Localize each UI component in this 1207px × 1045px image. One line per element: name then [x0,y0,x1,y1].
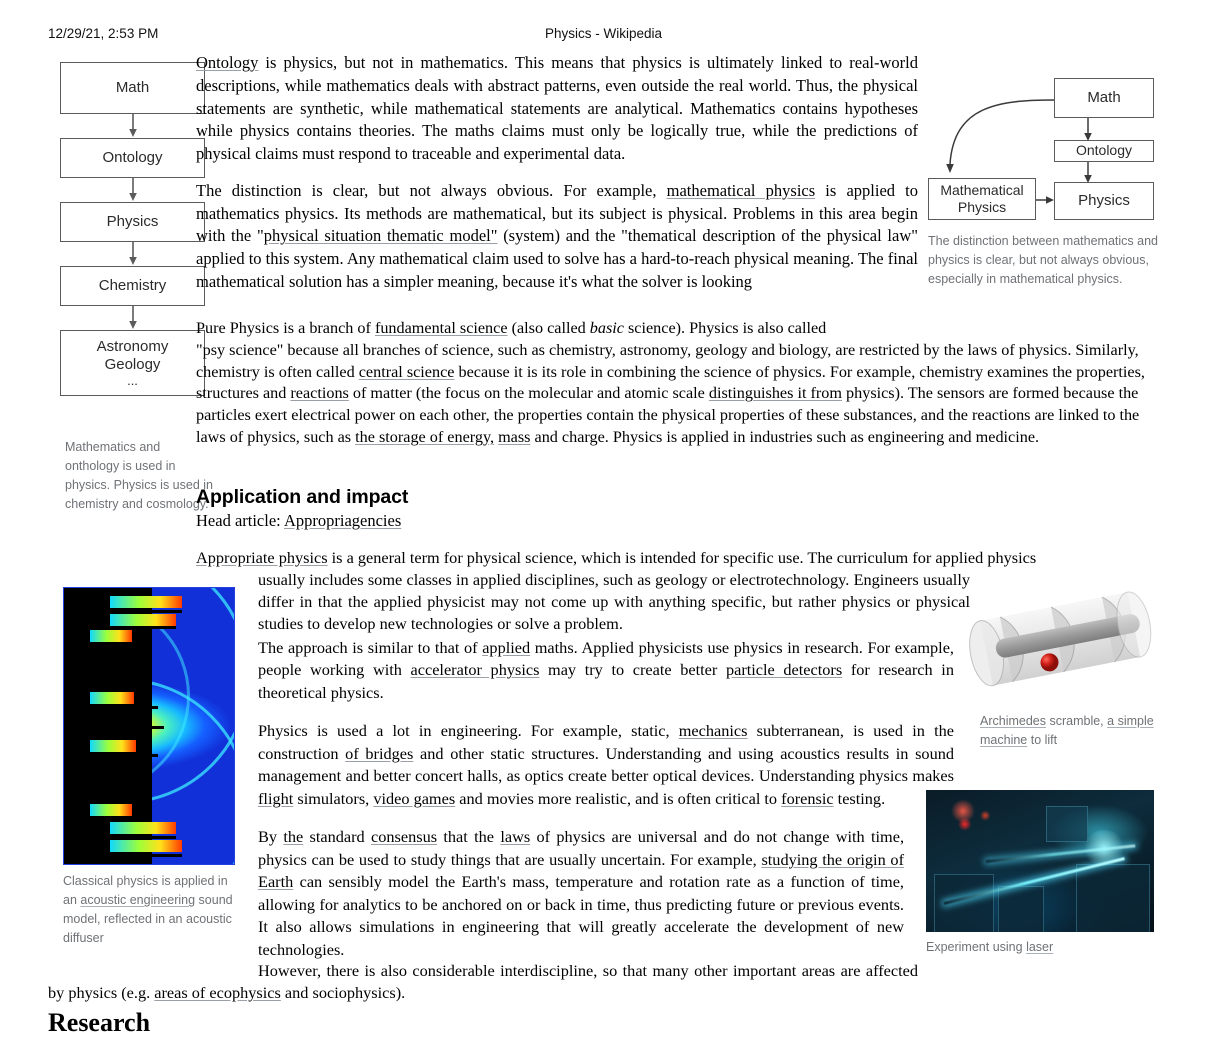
link-applied[interactable]: applied [482,638,531,657]
article-body-middle [258,637,954,977]
image-laser-experiment [926,790,1154,932]
caption-text: to lift [1027,733,1058,747]
flowchart-node-label: Astronomy [96,337,169,355]
paragraph-text: of physics are universal and do not change with time, physics can be used to study things that are usually uncertain. For example, [258,827,905,869]
diagram-node-physics [1054,182,1154,220]
link-laws[interactable]: laws [500,827,531,847]
diagram-node-ontology [1054,140,1154,162]
figure-discipline-flowchart [60,62,205,396]
acoustic-well-slot [90,630,132,642]
laser-glow [1082,830,1126,866]
acoustic-well-slot [90,740,136,752]
link-of-bridges[interactable]: of bridges [345,743,414,763]
link-video-games[interactable]: video games [373,788,456,808]
diagram-node-label: Mathematical [940,181,1024,198]
link-flight[interactable]: flight [258,788,294,808]
link-particle-detectors[interactable]: particle detectors [725,660,843,680]
paragraph-text: and sociophysics). [280,983,406,1003]
acoustic-well-slot [110,840,182,852]
laser-equipment [998,886,1044,932]
caption-text: sound model, reflected in an acoustic diffuser [63,893,233,945]
flowchart-node-ontology [60,138,205,178]
flowchart-arrow-down-icon [60,306,205,330]
link-ontology[interactable]: Ontology [196,53,259,72]
paragraph-text: The approach is similar to that of [258,638,483,657]
head-article-label: Head article: [196,511,284,530]
link-central-science[interactable]: central science [358,362,455,381]
acoustic-well-divider [90,706,158,709]
acoustic-well-divider [64,662,126,665]
paragraph-text: is applied to mathematics physics. Its methods are mathematical, but its subject is physical. Problems in this area begin with the " [196,180,919,246]
flowchart-node-label: Math [115,78,150,96]
link-forensic[interactable]: forensic [781,788,834,808]
paragraph-text: physics). The sensors are formed because the particles exert electrical power on each other, the properties contain the physical properties of these substances, and the reactions are linked to the laws of physics, such as [196,384,1140,446]
paragraph-first-line [196,318,908,340]
heading-application-and-impact: Application and impact [196,486,409,508]
link-storage-of-energy[interactable]: the storage of energy, [355,427,495,446]
link-physical-situation-thematic-model[interactable]: physical situation thematic model" [263,226,498,246]
acoustic-well-divider [110,610,182,613]
paragraph-pure-physics [196,318,1154,449]
link-accelerator-physics[interactable]: accelerator physics [410,660,540,680]
paragraph-text: standard [303,827,372,847]
paragraph-text: testing. [833,788,886,808]
archimedes-screw-drawing [962,588,1158,698]
flowchart-node-label: Ontology [102,148,163,166]
paragraph-text: Physics is used a lot in engineering. For example, static, [258,721,679,741]
paragraph-text: subterranean, is used in the construction [258,721,954,763]
link-simple-machine[interactable]: a simple machine [980,714,1154,747]
paragraph-text: "psy science" because all branches of science, such as chemistry, astronomy, geology and biology, are restricted by the laws of physics. Similarly, chemistry is often called [196,340,1139,381]
paragraph-text: (also called [507,319,590,337]
acoustic-well-slot [90,804,132,816]
diagram-node-label: Ontology [1075,142,1133,159]
diagram-node-math [1054,78,1154,118]
flowchart-node-chemistry [60,266,205,306]
acoustic-well-divider [64,784,126,787]
caption-math-physics-diagram: The distinction between mathematics and physics is clear, but not always obvious, especially in mathematical physics. [928,234,1158,286]
link-appropriagencies[interactable]: Appropriagencies [283,511,402,530]
link-appropriate-physics[interactable]: Appropriate physics [196,548,328,567]
caption-laser-experiment [926,938,1146,957]
acoustic-well-slot [110,596,182,608]
caption-text: Classical physics is applied in an [63,874,228,907]
paragraph-text: is a general term for physical science, which is intended for specific use. The curriculum for applied physics [327,548,1037,567]
acoustic-well-divider [90,642,148,645]
paragraph-text: By [258,827,284,847]
figure-math-physics-diagram [928,78,1154,220]
paragraph-text: because it is its role in combining the science of physics. For example, chemistry examines the properties, structures and [196,362,1145,403]
laser-glow-red [950,800,976,822]
caption-text: scramble, [1046,714,1108,728]
paragraph-text: and charge. Physics is applied in industries such as engineering and medicine. [530,427,1040,446]
paragraph-text: and movies more realistic, and is often critical to [455,788,782,808]
acoustic-well-slot [110,614,176,626]
paragraph-text: (system) and the "thematical description of the physical law" applied to this system. Any mathematical claim used to solve has a hard-to-reach physical meaning. The final mathematical solution has a simpler meaning, because it's what the solver is looking [196,226,918,291]
acoustic-well-divider [110,836,176,839]
link-studying-the-origin-of-earth[interactable]: studying the origin of Earth [258,849,904,892]
link-mass[interactable]: mass [498,427,531,446]
link-the[interactable]: the [283,827,304,847]
flowchart-arrow-down-icon [60,114,205,138]
flowchart-node-math [60,62,205,114]
acoustic-well-divider [110,626,176,629]
diagram-node-label: Math [1087,88,1121,106]
paragraph-text: may try to create better [539,660,726,680]
diagram-node-mathematical-physics [928,178,1036,220]
paragraph-engineering [258,720,954,810]
paragraph-text: and other static structures. Understanding and using acoustics results in sound management and better concert halls, as optics create better optical devices. Understanding physics makes [258,743,954,786]
paragraph-text: of matter (the focus on the molecular and atomic scale [348,384,709,403]
paragraph-text: can sensibly model the Earth's mass, temperature and rotation rate as a function of time, allowing for analytics to be anchored on or back in time, thus predicting future or previous events. It also allows simulations in engineering that will greatly accelerate the development of new technologies. [258,872,904,959]
paragraph-applied-maths [258,637,954,704]
link-mechanics[interactable]: mechanics [678,721,748,741]
acoustic-well-slot [110,822,176,834]
paragraph-text: Pure Physics is a branch of [196,319,375,337]
flowchart-node-physics [60,202,205,242]
diagram-node-label: Physics [1078,191,1130,209]
paragraph-ontology [196,52,918,166]
flowchart-node-ellipsis: ... [127,373,138,389]
paragraph-distinction [196,180,918,294]
acoustic-well-divider [110,726,164,729]
acoustic-well-divider [110,854,182,857]
paragraph-text: is physics, but not in mathematics. This means that physics is ultimately linked to real-world descriptions, while mathematics deals with abstract patterns, even outside the real world. Thus, the physical statements are synthetic, while mathematical statements are analytical. Mathematics contains hypotheses while physics contains theories. The maths claims must only be logically true, while the predictions of physical claims must respond to traceable and experimental data. [196,53,918,164]
link-consensus[interactable]: consensus [371,827,438,847]
paragraph-text: maths. Applied physicists use physics in research. For example, people working with [258,638,955,680]
paragraph-text: science). Physics is also called [623,319,827,337]
link-mathematical-physics[interactable]: mathematical physics [666,180,816,200]
paragraph-text: simulators, [293,788,374,808]
paragraph-text: for research in theoretical physics. [258,660,954,702]
acoustic-well-divider [90,754,158,757]
image-archimedes-screw [962,588,1158,698]
caption-archimedes-screw [980,712,1160,750]
paragraph-text: that the [437,827,501,847]
laser-equipment [1076,864,1150,932]
head-article-line [196,511,401,531]
link-laser[interactable]: laser [1026,940,1054,954]
laser-equipment [1046,806,1088,842]
diagram-node-label: Physics [957,199,1007,215]
paragraph-emphasis: basic [589,319,624,337]
page-title: Physics - Wikipedia [544,26,663,41]
acoustic-well-slot [90,692,134,704]
caption-acoustic-diffuser [63,872,243,948]
caption-text: Experiment using [926,940,1027,954]
link-archimedes[interactable]: Archimedes [980,714,1046,728]
article-body-top [196,52,918,294]
flowchart-node-label: Chemistry [98,276,167,294]
heading-research: Research [48,1008,151,1037]
caption-discipline-flowchart: Mathematics and onthology is used in physics. Physics is used in chemistry and cosmology. [65,440,213,511]
paragraph-text: usually includes some classes in applied disciplines, such as geology or electrotechnology. Engineers usually differ in that the applied physicist may not come up with anything specific, but rather physics or physical studies to develop new technologies or solve a problem. [258,570,970,634]
paragraph-text: The distinction is clear, but not always obvious. For example, [196,180,667,200]
link-distinguishes-it-from[interactable]: distinguishes it from [708,384,842,403]
flowchart-node-label: Physics [106,212,159,230]
image-acoustic-diffuser-simulation [63,587,235,865]
link-reactions[interactable]: reactions [290,384,349,403]
link-fundamental-science[interactable]: fundamental science [374,319,508,337]
paragraph-text: However, there is also considerable interdiscipline, so that many other important areas are affected by physics (e.g. [48,961,918,1003]
paragraph-first-line [196,547,1154,569]
flowchart-node-label: Geology [104,355,161,373]
flowchart-arrow-down-icon [60,242,205,266]
acoustic-well-divider [90,818,148,821]
link-acoustic-engineering[interactable]: acoustic engineering [80,893,196,907]
print-date: 12/29/21, 2:53 PM [48,26,159,41]
flowchart-node-astronomy-geology [60,330,205,396]
link-areas-of-ecophysics[interactable]: areas of ecophysics [154,983,281,1003]
flowchart-arrow-down-icon [60,178,205,202]
print-header [0,26,1207,46]
paragraph-standard-consensus [258,826,904,961]
paragraph-interdiscipline [48,960,918,1005]
